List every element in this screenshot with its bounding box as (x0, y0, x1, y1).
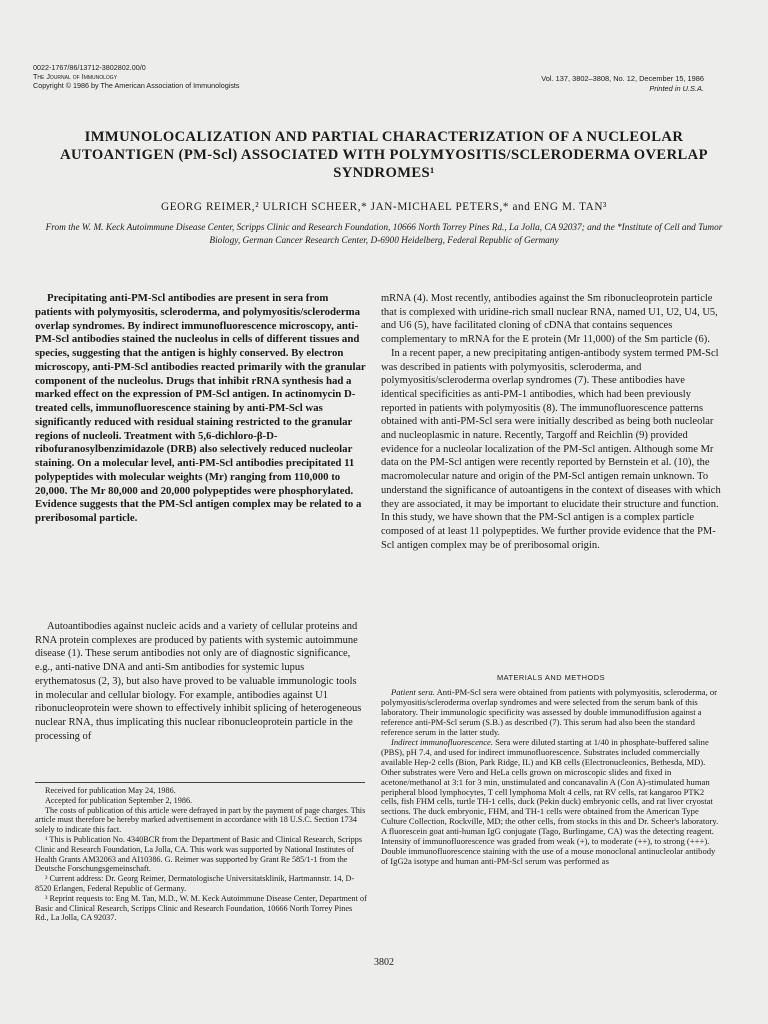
printed-in: Printed in U.S.A. (649, 83, 704, 93)
page-number: 3802 (374, 957, 394, 968)
journal-name: The Journal of Immunology (33, 72, 118, 81)
right-column-text (381, 292, 721, 552)
methods-text: Sera were diluted starting at 1/40 in phosphate-buffered saline (PBS), pH 7.4, and used for indirect immunofluorescence. Substrates included commercially available Hep-2 cells (Bion, Park Ridge, IL) and KB cells (Electronucleonics, Bethesda, MD). Other substrates were Vero and HeLa cells grown on microscopic slides and fixed in acetone/methanol at 3:1 for 3 min, unstimulated and concanavalin A (Con A)-stimulated human peripheral blood lymphocytes, T cell lymphoma Molt 4 cells, rat RV cells, rat kangaroo PTK2 cells, fish FHM cells, turtle TH-1 cells, duck (Pekin duck) embryonic cells, and rat liver cryostat sections. The duck embryonic, FHM, and TH-1 cells were obtained from the American Type Culture Collection, Rockville, MD; the other cells, from stocks in this and Dr. Scheer's laboratory. A fluorescein goat anti-human IgG conjugate (Tago, Burlingame, CA) was the detecting reagent. Intensity of immunofluorescence was graded from weak (+), to moderate (++), to strong (+++). Double immunofluorescence staining with the use of a mouse monoclonal antinucleolar antibody of IgG2a isotype and human anti-PM-Scl serum was performed as (381, 736, 719, 867)
article-title: IMMUNOLOCALIZATION AND PARTIAL CHARACTERIZATION OF A NUCLEOLAR AUTOANTIGEN (PM-Scl) ASSOCIATED WITH POLYMYOSITIS/SCLERODERMA OVERLAP SYNDROMES¹ (60, 129, 708, 181)
body-paragraph: mRNA (4). Most recently, antibodies against the Sm ribonucleoprotein particle that is complexed with uridine-rich small nuclear RNA, named U1, U2, U4, U5, and U6 (5), have facilitated cloning of cDNA that contains sequences complementary to mRNA for the E protein (Mr 11,000) of the Sm particle (6). (381, 293, 718, 346)
methods-subheading: Patient sera. (391, 687, 435, 697)
affiliation: From the W. M. Keck Autoimmune Disease Center, Scripps Clinic and Research Foundation, 10666 North Torrey Pines Rd., La Jolla, CA 92037; and the *Institute of Cell and Tumor Biology, German Cancer Research Center, D-6900 Heidelberg, Federal Republic of Germany (45, 223, 723, 247)
journal-header-right (541, 74, 704, 93)
footnote-divider (35, 782, 365, 783)
journal-header-left (33, 63, 240, 90)
footnote: Received for publication May 24, 1986. (45, 786, 176, 795)
copyright-line: Copyright © 1986 by The American Association of Immunologists (33, 81, 240, 90)
footnote: The costs of publication of this article were defrayed in part by the payment of page charges. This article must therefore be hereby marked advertisement in accordance with 18 U.S.C. Section 1734 solely to indicate this fact. (35, 805, 366, 835)
volume-info: Vol. 137, 3802–3808, No. 12, December 15, 1986 (541, 74, 704, 83)
article-code: 0022-1767/86/13712-3802802.00/0 (33, 63, 146, 72)
body-paragraph: In a recent paper, a new precipitating antigen-antibody system termed PM-Scl was described in patients with polymyositis, scleroderma, and polymyositis/scleroderma overlap syndromes (7). These antibodies have identical specificities as anti-PM-1 antibodies, which had been previously reported in patients with polymyositis (8). The immunofluorescence patterns obtained with anti-PM-Scl sera were initially described as being both nucleolar and nucleoplasmic in nature. Recently, Targoff and Reichlin (9) provided evidence for a nucleolar localization of the PM-Scl antigen. Although some Mr data on the PM-Scl antigen were recently reported by Bernstein et al. (10), the macromolecular nature and origin of the PM-Scl antigen remain unknown. To understand the significance of autoantigens in the context of diseases with which they are associated, it may be important to elucidate their structure and function. In this study, we have shown that the PM-Scl antigen is a complex particle composed of at least 11 polypeptides. We further provide evidence that the PM-Scl antigen complex may be of preribosomal origin. (381, 347, 721, 551)
methods-subheading: Indirect immunofluorescence. (391, 736, 493, 747)
methods-text: Anti-PM-Scl sera were obtained from patients with polymyositis, scleroderma, or polymyositis/scleroderma overlap syndromes and were selected from the serum bank of this laboratory. Their immunologic specificity was assessed by double immunodiffusion against a reference anti-PM-Scl serum (S.B.) as described (7). This serum had also been the standard reference serum in the latter study. (381, 687, 718, 737)
footnote: ³ Reprint requests to: Eng M. Tan, M.D., W. M. Keck Autoimmune Disease Center, Department of Basic and Clinical Research, Scripps Clinic and Research Foundation, 10666 North Torrey Pines Rd., La Jolla, CA 92037. (35, 893, 367, 923)
footnote: ² Current address: Dr. Georg Reimer, Dermatologische Universitatsklinik, Hartmannstr. 14, D-8520 Erlangen, Federal Republic of Germany. (35, 874, 355, 893)
abstract: Precipitating anti-PM-Scl antibodies are present in sera from patients with polymyositis, scleroderma, and polymyositis/scleroderma overlap syndromes. By indirect immunofluorescence microscopy, anti-PM-Scl antibodies stained the nucleolus in cells of different tissues and species, suggesting that the antigen is highly conserved. By electron microscopy, anti-PM-Scl antibodies reacted primarily with the granular component of the nucleolus. Drugs that inhibit rRNA synthesis had a marked effect on the expression of PM-Scl antigen. In actinomycin D-treated cells, immunofluorescence staining by anti-PM-Scl was significantly reduced with residual staining restricted to the granular regions of nucleoli. Treatment with 5,6-dichloro-β-D-ribofuranosylbenzimidazole (DRB) also selectively reduced nucleolar staining. On a molecular level, anti-PM-Scl antibodies precipitated 11 polypeptides with molecular weights (Mr) ranging from 110,000 to 20,000. The Mr 80,000 and 20,000 polypeptides were phosphorylated. Evidence suggests that the PM-Scl antigen complex may be related to a preribosomal particle. (35, 292, 366, 524)
footnote: Accepted for publication September 2, 1986. (45, 795, 193, 805)
methods-paragraph (381, 688, 721, 738)
section-heading: MATERIALS AND METHODS (496, 673, 606, 682)
footnote: ¹ This is Publication No. 4340BCR from the Department of Basic and Clinical Research, Scripps Clinic and Research Foundation, La Jolla, CA. This work was supported by National Institutes of Health Grants AM32063 and AI10386. G. Reimer was supported by Grant Re 585/1-1 from the Deutsche Forschungsgemeinschaft. (35, 834, 363, 874)
methods-paragraph (381, 738, 721, 867)
introduction-paragraph: Autoantibodies against nucleic acids and a variety of cellular proteins and RNA protein complexes are produced by patients with systemic autoimmune disease (1). These serum antibodies not only are of diagnostic significance, e.g., anti-native DNA and anti-Sm antibodies for systemic lupus erythematosus (2, 3), but also have proved to be valuable immunologic tools in molecular and cellular biology. For example, antibodies against U1 ribonucleoprotein were shown to effectively inhibit splicing of heterogeneous nuclear RNA, thus implicating this nuclear ribonucleoprotein particle in the processing of (35, 621, 362, 742)
author-list: GEORG REIMER,² ULRICH SCHEER,* JAN-MICHAEL PETERS,* and ENG M. TAN³ (161, 201, 607, 213)
footnotes (35, 786, 367, 923)
methods-section (381, 688, 721, 867)
